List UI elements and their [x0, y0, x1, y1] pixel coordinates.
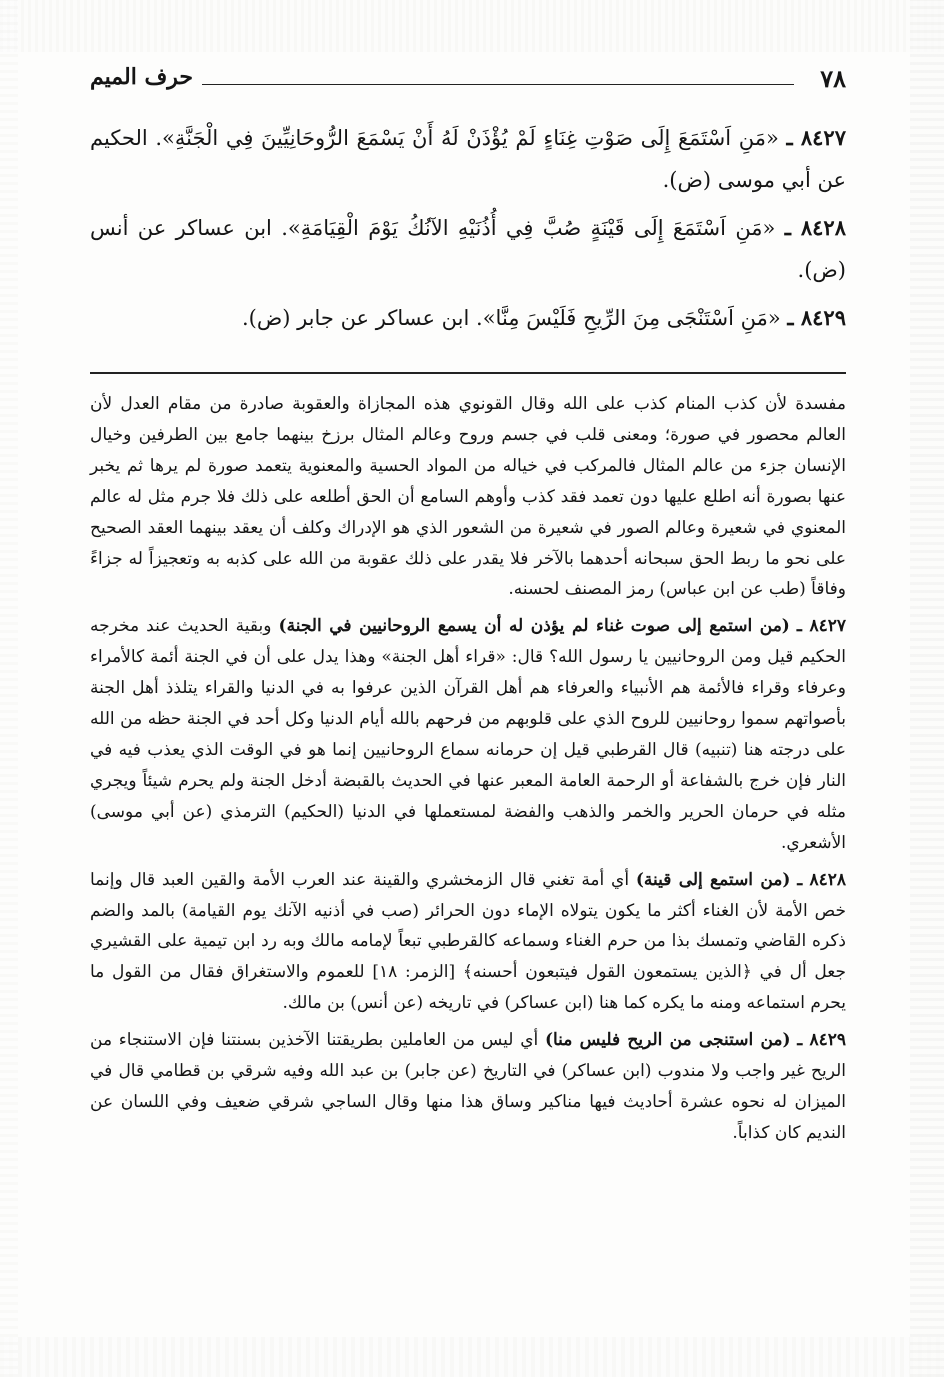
note-number: ٨٤٢٩ ـ [797, 1030, 847, 1051]
page-number: ٧٨ [820, 64, 846, 93]
bottom-scan-edge [0, 1337, 944, 1377]
commentary-note-8429 [90, 1025, 846, 1149]
hadith-text: «مَنِ اَسْتَنْجَى مِنَ الرِّيحِ فَلَيْسَ مِنَّا». [476, 306, 781, 330]
hadith-number: ٨٤٢٧ ـ [786, 125, 846, 150]
top-scan-edge [0, 0, 944, 52]
note-text: أي ليس من العاملين بطريقتنا الآخذين بسنتنا فإن الاستنجاء من الريح غير واجب ولا مندوب (ابن عساكر) في التاريخ (عن جابر) بن عبد الله وفيه شرقي بن قطامي قال في الميزان له نحوه عشرة أحاديث فيها مناكير وساق هذا منها وقال الساجي شرقي ضعيف وفي اللسان عن النديم كان كذاباً. [90, 1030, 846, 1143]
hadith-entry-8428 [90, 207, 846, 291]
hadith-number: ٨٤٢٨ ـ [784, 215, 846, 240]
hadith-text: «مَنِ اَسْتَمَعَ إِلَى قَيْنَةٍ صُبَّ فِي أُذُنَيْهِ الآنُكُ يَوْمَ الْقِيَامَةِ». [281, 216, 776, 240]
note-lead: (من استمع إلى قينة) [635, 869, 791, 890]
text-commentary-separator [90, 372, 846, 374]
header-rule [202, 84, 794, 85]
hadith-number: ٨٤٢٩ ـ [787, 305, 846, 330]
note-number: ٨٤٢٨ ـ [797, 869, 847, 890]
page-header [90, 64, 846, 104]
note-text: وبقية الحديث عند مخرجه الحكيم قيل ومن الروحانيين يا رسول الله؟ قال: «قراء أهل الجنة» وهذا يدل على أن في الجنة أئمة كالأمراء وعرفاء وقراء فالأئمة هم الأنبياء والعرفاء هم أهل القرآن الذين عرفوا به في الدنيا والقراء يتلذذ أهل الجنة بأصواتهم سموا روحانيين للروح الذي على قلوبهم من فرحهم بالله أيام الدنيا وكل أحد في الجنة حظه من الله على درجته هنا (تنبيه) قال القرطبي قيل إن حرمانه سماع الروحانيين إنما هو في الوقت الذي يعذب فيه في النار فإن خرج بالشفاعة أو الرحمة العامة المعبر عنها في الحديث بالقبضة أدخل الجنة ولم يحرم شيئاً ويجري مثله في حرمان الحرير والخمر والذهب والفضة لمستعملها في الدنيا (الحكيم) الترمذي (عن أبي موسى) الأشعري. [90, 616, 846, 853]
hadith-source: الحكيم عن أبي موسى (ض). [90, 126, 846, 192]
commentary-block [90, 389, 846, 1155]
right-scan-edge [910, 0, 944, 1377]
commentary-intro: مفسدة لأن كذب المنام كذب على الله وقال القونوي هذه المجازاة والعقوبة صادرة من مقام العدل لأن العالم محصور في صورة؛ ومعنى قلب في جسم وروح وعالم المثال برزخ بينهما جامع بين الطرفين وخيال الإنسان جزء من عالم المثال فالمركب في خياله من المواد الحسية والمعنوية يتعمد صورة لم يرها ثم يخبر عنها بصورة أنه اطلع عليها دون تعمد فقد كذب وأوهم السامع أن الحق أطلعه على ذلك فلا جرم مثل له عالم المعنوي في شعيرة وعالم الصور في شعيرة من الشعور الذي هو الإدراك وكلف أن يعقد بينهما العقد الصحيح على نحو ما ربط الحق سبحانه أحدهما بالآخر فلا يقدر على ذلك عقوبة من الله على كذبه به وتعجيزاً له جزاءً وفاقاً (طب عن ابن عباس) رمز المصنف لحسنه. [90, 394, 846, 600]
hadith-entry-8427 [90, 117, 846, 201]
note-lead: (من استمع إلى صوت غناء لم يؤذن له أن يسمع الروحانيين في الجنة) [278, 616, 790, 637]
left-scan-edge [0, 0, 18, 1377]
note-number: ٨٤٢٧ ـ [796, 616, 847, 637]
note-text: أي أمة تغني قال الزمخشري والقينة عند العرب الأمة والقين العبد قال وإنما خص الأمة لأن الغناء أكثر ما يكون يتولاه الإماء دون الحرائر (صب في أذنيه الآنك يوم القيامة) بالمد والضم ذكره القاضي وتمسك بذا من حرم الغناء وسماعه كالقرطبي تبعاً لإمامه مالك وبه رد ابن تيمية على القشيري جعل أل في ﴿الذين يستمعون القول فيتبعون أحسنه﴾ [الزمر: ١٨] للعموم والاستغراق فقال من القول ما يحرم استماعه ومنه ما يكره كما هنا (ابن عساكر) في تاريخه (عن أنس) بن مالك. [90, 869, 847, 1014]
hadith-entry-8429 [90, 297, 846, 339]
hadith-text-block [90, 117, 846, 345]
hadith-source: ابن عساكر عن أنس (ض). [90, 216, 846, 282]
commentary-note-8428 [90, 865, 846, 1020]
hadith-text: «مَنِ اَسْتَمَعَ إِلَى صَوْتِ غِنَاءٍ لَمْ يُؤْذَنْ لَهُ أَنْ يَسْمَعَ الرُّوحَانِيِّينَ فِي الْجَنَّةِ». [155, 126, 779, 150]
chapter-title: حرف الميم [90, 64, 194, 90]
note-lead: (من استنجى من الريح فليس منا) [544, 1030, 791, 1051]
hadith-source: ابن عساكر عن جابر (ض). [241, 306, 470, 330]
commentary-note-8427 [90, 611, 846, 858]
